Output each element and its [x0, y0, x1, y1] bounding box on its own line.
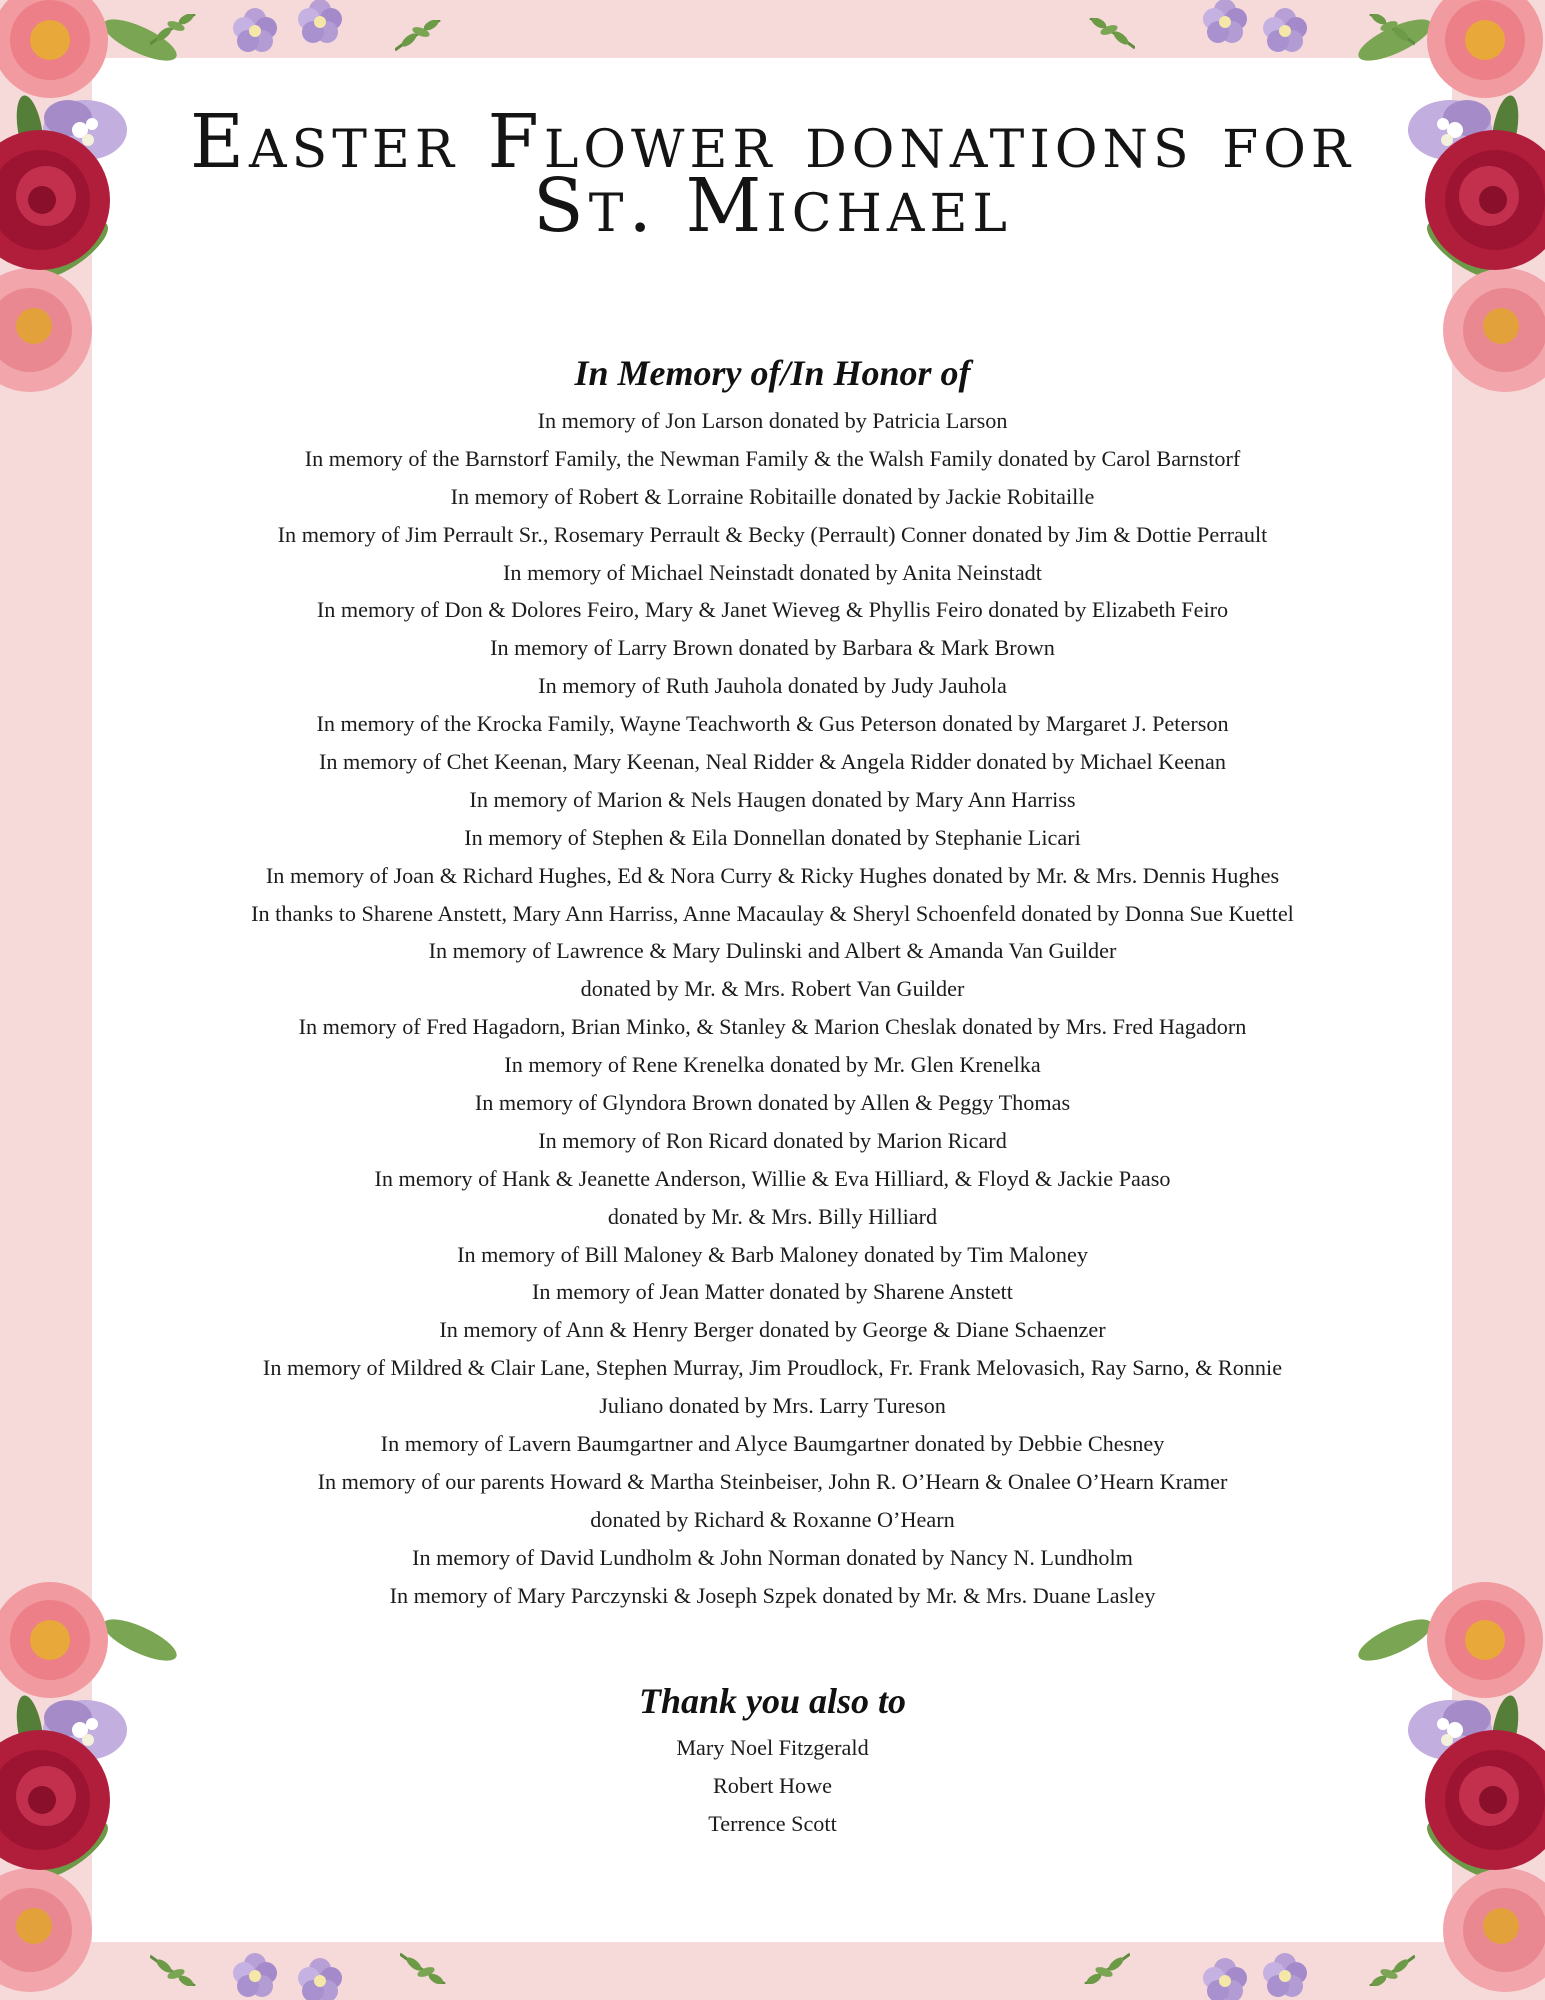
memorial-line: In memory of the Krocka Family, Wayne Teachworth & Gus Peterson donated by Margaret J. Peterson — [316, 711, 1229, 737]
memorial-line: Juliano donated by Mrs. Larry Tureson — [599, 1393, 946, 1419]
violet-flower-icon — [1195, 1955, 1255, 2000]
thanks-list — [0, 1729, 1545, 1843]
leaf-sprig-icon — [1075, 18, 1135, 58]
memorial-line: In memory of Ruth Jauhola donated by Judy Jauhola — [538, 673, 1007, 699]
leaf-sprig-icon — [1070, 1944, 1130, 1984]
page-title-line-2: St. Michael — [533, 163, 1012, 249]
memorial-line: donated by Richard & Roxanne O’Hearn — [590, 1506, 955, 1532]
memorial-line: In memory of Don & Dolores Feiro, Mary & Janet Wieveg & Phyllis Feiro donated by Elizabeth Feiro — [316, 597, 1229, 623]
memorial-line: In memory of Robert & Lorraine Robitaille donated by Jackie Robitaille — [450, 483, 1095, 509]
memorial-line: In memory of Hank & Jeanette Anderson, Willie & Eva Hilliard, & Floyd & Jackie Paaso — [374, 1165, 1171, 1191]
violet-flower-icon — [225, 6, 285, 56]
memorial-line: donated by Mr. & Mrs. Billy Hilliard — [607, 1203, 938, 1229]
memorial-line: In memory of Jean Matter donated by Sharene Anstett — [532, 1279, 1013, 1305]
memorials-heading: In Memory of/In Honor of — [574, 353, 971, 393]
memorial-line: In memory of Glyndora Brown donated by Allen & Peggy Thomas — [474, 1090, 1071, 1116]
thanks-name: Mary Noel Fitzgerald — [676, 1735, 869, 1760]
thanks-name: Terrence Scott — [708, 1811, 837, 1836]
memorial-line: In memory of Jim Perrault Sr., Rosemary Perrault & Becky (Perrault) Conner donated by Jim & Dottie Perrault — [277, 521, 1268, 547]
memorial-line: In memory of Michael Neinstadt donated by Anita Neinstadt — [503, 559, 1042, 585]
memorial-line: In memory of David Lundholm & John Norman donated by Nancy N. Lundholm — [412, 1544, 1133, 1570]
memorial-line: In memory of Bill Maloney & Barb Maloney donated by Tim Maloney — [457, 1241, 1088, 1267]
memorial-line: In memory of Fred Hagadorn, Brian Minko, & Stanley & Marion Cheslak donated by Mrs. Fred Hagadorn — [298, 1014, 1247, 1040]
memorial-line: In memory of Lavern Baumgartner and Alyce Baumgartner donated by Debbie Chesney — [380, 1431, 1165, 1457]
memorial-line: In memory of Joan & Richard Hughes, Ed & Nora Curry & Ricky Hughes donated by Mr. & Mrs. Dennis Hughes — [265, 862, 1280, 888]
memorial-line: In memory of Ron Ricard donated by Marion Ricard — [538, 1127, 1007, 1153]
memorial-line: In memory of Marion & Nels Haugen donated by Mary Ann Harriss — [469, 786, 1076, 812]
violet-flower-icon — [1255, 6, 1315, 56]
leaf-sprig-icon — [1355, 14, 1415, 54]
memorial-line: In memory of our parents Howard & Martha Steinbeiser, John R. O’Hearn & Onalee O’Hearn Kramer — [317, 1468, 1228, 1494]
thanks-name: Robert Howe — [712, 1773, 832, 1798]
memorial-line: In memory of Larry Brown donated by Barbara & Mark Brown — [490, 635, 1055, 661]
memorial-line: In memory of Jon Larson donated by Patricia Larson — [537, 408, 1008, 433]
memorials-list — [0, 402, 1545, 1615]
memorial-line: In memory of Lawrence & Mary Dulinski and Albert & Amanda Van Guilder — [428, 938, 1117, 964]
memorial-line: donated by Mr. & Mrs. Robert Van Guilder — [580, 976, 965, 1002]
leaf-sprig-icon — [150, 14, 210, 54]
memorial-line: In memory of Mildred & Clair Lane, Stephen Murray, Jim Proudlock, Fr. Frank Melovasich, Ray Sarno, & Ronnie — [262, 1355, 1283, 1381]
memorial-line: In thanks to Sharene Anstett, Mary Ann Harriss, Anne Macaulay & Sheryl Schoenfeld donated by Donna Sue Kuettel — [251, 900, 1294, 926]
page-title — [0, 99, 1545, 249]
violet-flower-icon — [225, 1950, 285, 2000]
memorial-line: In memory of Mary Parczynski & Joseph Szpek donated by Mr. & Mrs. Duane Lasley — [389, 1582, 1156, 1608]
violet-flower-icon — [290, 0, 350, 50]
memorial-line: In memory of the Barnstorf Family, the Newman Family & the Walsh Family donated by Carol Barnstorf — [304, 445, 1241, 471]
violet-flower-icon — [290, 1955, 350, 2000]
memorial-line: In memory of Rene Krenelka donated by Mr. Glen Krenelka — [504, 1052, 1041, 1078]
memorial-line: In memory of Ann & Henry Berger donated by George & Diane Schaenzer — [439, 1317, 1106, 1343]
violet-flower-icon — [1195, 0, 1255, 50]
violet-flower-icon — [1255, 1950, 1315, 2000]
page-title-line-1: Easter Flower donations for — [190, 99, 1355, 185]
leaf-sprig-icon — [150, 1946, 210, 1986]
memorial-line: In memory of Stephen & Eila Donnellan donated by Stephanie Licari — [464, 824, 1081, 850]
leaf-sprig-icon — [395, 20, 455, 60]
leaf-sprig-icon — [1355, 1946, 1415, 1986]
thanks-heading: Thank you also to — [638, 1681, 907, 1721]
leaf-sprig-icon — [400, 1944, 460, 1984]
memorial-line: In memory of Chet Keenan, Mary Keenan, Neal Ridder & Angela Ridder donated by Michael Keenan — [319, 749, 1226, 775]
